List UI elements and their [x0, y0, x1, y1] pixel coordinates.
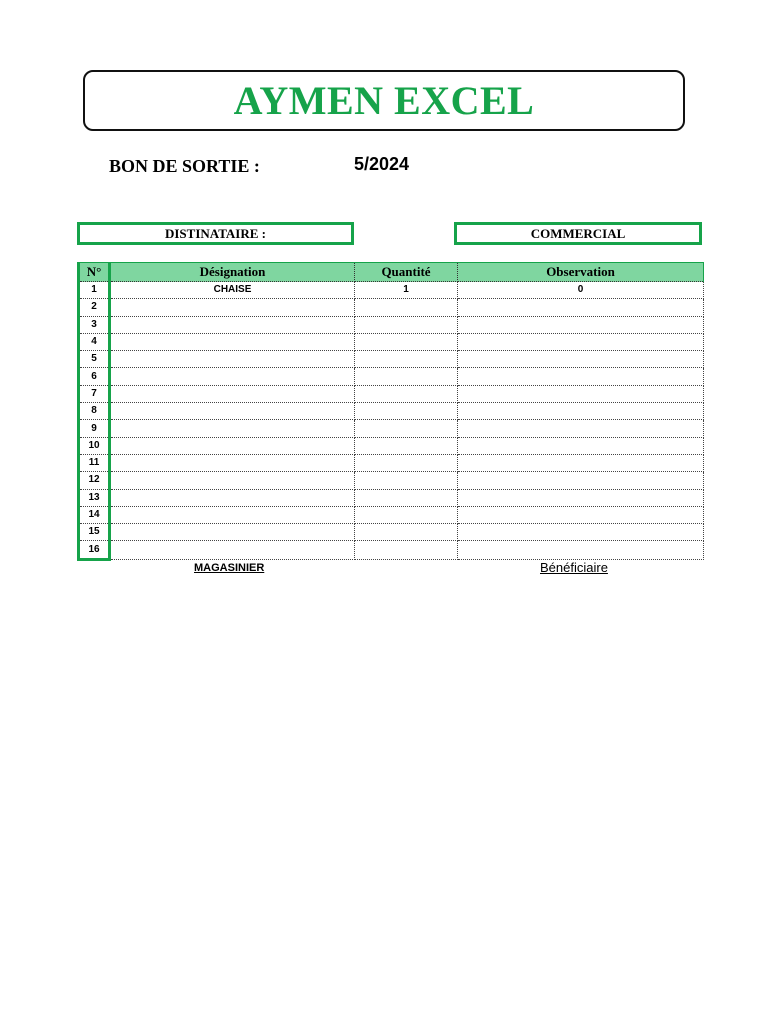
table-row — [79, 420, 704, 437]
table-row — [79, 524, 704, 541]
header-designation: Désignation — [110, 263, 355, 282]
beneficiaire-signature-label: Bénéficiaire — [540, 560, 608, 575]
row-number: 6 — [79, 368, 110, 385]
cell-observation[interactable] — [458, 506, 704, 523]
cell-quantite[interactable] — [355, 454, 458, 471]
cell-quantite[interactable]: 1 — [355, 282, 458, 299]
row-number: 13 — [79, 489, 110, 506]
row-number: 11 — [79, 454, 110, 471]
cell-quantite[interactable] — [355, 437, 458, 454]
row-number: 5 — [79, 351, 110, 368]
table-row — [79, 403, 704, 420]
cell-observation[interactable] — [458, 524, 704, 541]
cell-designation[interactable] — [110, 524, 355, 541]
cell-observation[interactable] — [458, 472, 704, 489]
table-row — [79, 351, 704, 368]
cell-quantite[interactable] — [355, 385, 458, 402]
cell-observation[interactable] — [458, 454, 704, 471]
row-number: 14 — [79, 506, 110, 523]
cell-designation[interactable] — [110, 316, 355, 333]
row-number: 16 — [79, 541, 110, 559]
cell-designation[interactable] — [110, 454, 355, 471]
cell-designation[interactable] — [110, 506, 355, 523]
cell-designation[interactable] — [110, 299, 355, 316]
items-table — [77, 262, 704, 561]
row-number: 9 — [79, 420, 110, 437]
table-row — [79, 333, 704, 350]
bon-number[interactable]: 5/2024 — [354, 154, 410, 174]
cell-designation[interactable] — [110, 489, 355, 506]
cell-quantite[interactable] — [355, 316, 458, 333]
cell-observation[interactable] — [458, 316, 704, 333]
table-row — [79, 368, 704, 385]
destinataire-box[interactable]: DISTINATAIRE : — [77, 222, 354, 245]
cell-observation[interactable] — [458, 351, 704, 368]
cell-designation[interactable] — [110, 420, 355, 437]
table-row — [79, 437, 704, 454]
cell-quantite[interactable] — [355, 489, 458, 506]
table-row — [79, 506, 704, 523]
cell-observation[interactable] — [458, 385, 704, 402]
cell-quantite[interactable] — [355, 541, 458, 559]
row-number: 15 — [79, 524, 110, 541]
table-row — [79, 282, 704, 299]
cell-observation[interactable] — [458, 437, 704, 454]
cell-designation[interactable] — [110, 385, 355, 402]
cell-observation[interactable] — [458, 420, 704, 437]
cell-observation[interactable] — [458, 368, 704, 385]
table-row — [79, 489, 704, 506]
table-row — [79, 472, 704, 489]
table-row — [79, 299, 704, 316]
cell-quantite[interactable] — [355, 403, 458, 420]
row-number: 1 — [79, 282, 110, 299]
cell-designation[interactable] — [110, 351, 355, 368]
table-header-row — [79, 263, 704, 282]
cell-observation[interactable] — [458, 299, 704, 316]
bon-de-sortie-label: BON DE SORTIE : — [109, 156, 260, 176]
row-number: 8 — [79, 403, 110, 420]
cell-quantite[interactable] — [355, 351, 458, 368]
cell-quantite[interactable] — [355, 333, 458, 350]
row-number: 4 — [79, 333, 110, 350]
cell-observation[interactable]: 0 — [458, 282, 704, 299]
cell-designation[interactable] — [110, 541, 355, 559]
table-row — [79, 385, 704, 402]
cell-observation[interactable] — [458, 541, 704, 559]
row-number: 2 — [79, 299, 110, 316]
cell-designation[interactable] — [110, 472, 355, 489]
header-no: N° — [79, 263, 110, 282]
header-quantite: Quantité — [355, 263, 458, 282]
magasinier-signature-label: MAGASINIER — [194, 562, 265, 574]
cell-quantite[interactable] — [355, 524, 458, 541]
table-row — [79, 316, 704, 333]
cell-designation[interactable] — [110, 333, 355, 350]
cell-designation[interactable] — [110, 437, 355, 454]
row-number: 10 — [79, 437, 110, 454]
row-number: 3 — [79, 316, 110, 333]
title-box — [83, 70, 685, 131]
cell-designation[interactable] — [110, 368, 355, 385]
cell-quantite[interactable] — [355, 368, 458, 385]
cell-designation[interactable] — [110, 403, 355, 420]
cell-designation[interactable]: CHAISE — [110, 282, 355, 299]
cell-quantite[interactable] — [355, 472, 458, 489]
cell-quantite[interactable] — [355, 506, 458, 523]
cell-quantite[interactable] — [355, 299, 458, 316]
row-number: 12 — [79, 472, 110, 489]
commercial-box[interactable]: COMMERCIAL — [454, 222, 702, 245]
cell-observation[interactable] — [458, 333, 704, 350]
row-number: 7 — [79, 385, 110, 402]
table-row — [79, 541, 704, 559]
cell-observation[interactable] — [458, 489, 704, 506]
cell-quantite[interactable] — [355, 420, 458, 437]
cell-observation[interactable] — [458, 403, 704, 420]
company-title: AYMEN EXCEL — [233, 78, 535, 123]
header-observation: Observation — [458, 263, 704, 282]
table-row — [79, 454, 704, 471]
